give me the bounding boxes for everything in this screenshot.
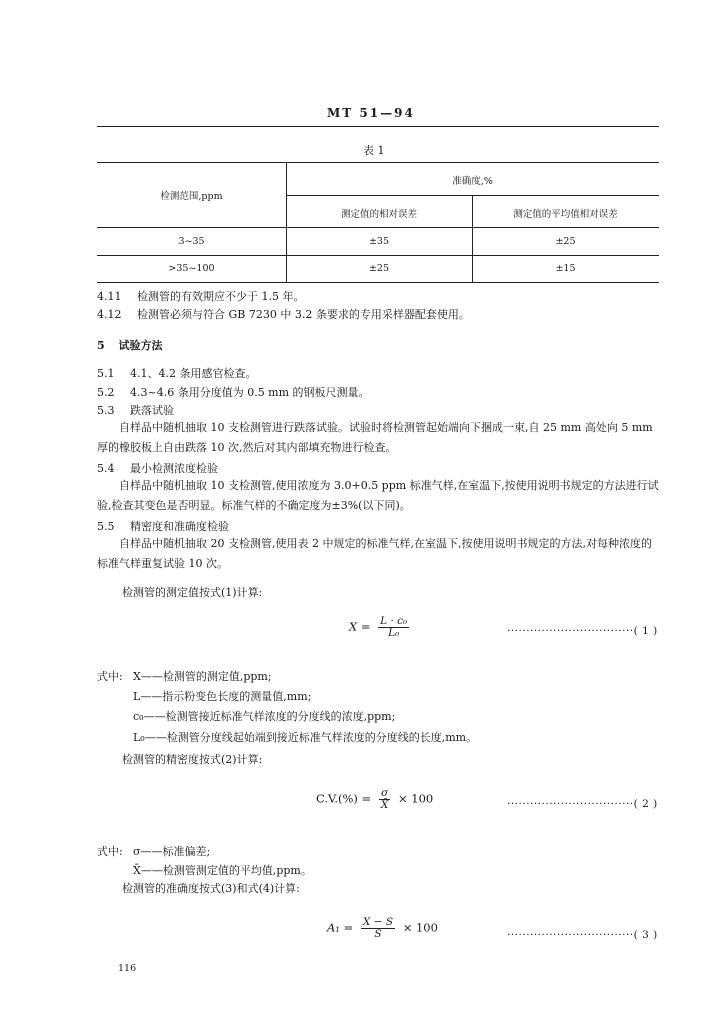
clause-text: 4.1、4.2 条用感官检查。 <box>130 367 257 380</box>
page-number: 116 <box>118 963 137 974</box>
where-c0: c₀——检测管接近标准气样浓度的分度线的浓度,ppm; <box>133 710 396 723</box>
where-intro: 式中: <box>97 845 123 858</box>
equation-number: ( 2 ) <box>633 798 658 810</box>
fraction-denominator: L₀ <box>388 627 400 640</box>
equation-tail: × 100 <box>402 920 438 935</box>
clause-number: 5.1 <box>97 367 115 380</box>
fraction-numerator: X − S <box>362 916 394 928</box>
fraction-numerator: L · c₀ <box>380 615 408 627</box>
equation-3 <box>327 917 438 940</box>
clause-title: 最小检测浓度检验 <box>130 462 218 475</box>
where-l: L——指示粉变色长度的测量值,mm; <box>133 690 312 703</box>
equation-1 <box>349 616 413 639</box>
table-cell-avg: ±25 <box>555 236 576 247</box>
equation-2 <box>316 788 433 811</box>
table-header-accuracy: 准确度,% <box>452 176 493 187</box>
clause-number: 5.2 <box>97 386 115 399</box>
table-cell-rel: ±25 <box>368 263 390 274</box>
table-cell-rel: ±35 <box>368 236 390 247</box>
document-code: MT 51—94 <box>327 106 415 120</box>
section-5-heading <box>97 337 163 353</box>
table-cell-avg: ±15 <box>555 263 576 274</box>
equation-fraction <box>379 788 390 811</box>
equation-lhs: X = <box>349 619 371 634</box>
where-sigma: σ——标准偏差; <box>133 845 211 858</box>
clause-5-3-paragraph: 自样品中随机抽取 10 支检测管进行跌落试验。试验时将检测管起始端向下捆成一束,自 25 mm 高处向 5 mm 厚的橡胶板上自由跌落 10 次,然后对其内部填充物进行检查。 <box>97 421 653 454</box>
section-title: 试验方法 <box>118 339 163 352</box>
clause-5-2 <box>97 384 370 400</box>
clause-5-1 <box>97 365 256 381</box>
table-header-bottom-rule <box>97 227 659 228</box>
table-bottom-rule <box>97 282 659 283</box>
formula-1-intro: 检测管的测定值按式(1)计算: <box>122 586 263 599</box>
clause-text: 检测管必须与符合 GB 7230 中 3.2 条要求的专用采样器配套使用。 <box>137 308 470 321</box>
table-cell-range: 3~35 <box>178 236 205 247</box>
header-rule <box>97 126 659 127</box>
table-caption: 表 1 <box>363 144 385 157</box>
table-header-range: 检测范围,ppm <box>160 191 223 202</box>
equation-lhs: C.V.(%) = <box>316 791 372 806</box>
clause-5-5-heading <box>97 518 229 534</box>
clause-title: 跌落试验 <box>130 404 174 417</box>
where-intro: 式中: <box>97 670 123 683</box>
clause-4-12 <box>97 306 470 322</box>
clause-5-3-heading <box>97 402 174 418</box>
equation-2-leader <box>507 798 658 810</box>
formula-3-intro: 检测管的准确度按式(3)和式(4)计算: <box>122 882 300 895</box>
formula-2-intro: 检测管的精密度按式(2)计算: <box>122 753 263 766</box>
dot-leader: ································· <box>507 929 634 941</box>
where-l0: L₀——检测管分度线起始端到接近标准气样浓度的分度线的长度,mm。 <box>133 731 478 744</box>
clause-5-5-paragraph: 自样品中随机抽取 20 支检测管,使用表 2 中规定的标准气样,在室温下,按使用说明书规定的方法,对每种浓度的标准气样重复试验 10 次。 <box>97 537 652 570</box>
table-cell-range: >35~100 <box>168 263 215 274</box>
clause-title: 精密度和准确度检验 <box>130 520 229 533</box>
section-number: 5 <box>97 339 105 352</box>
clause-5-4-heading <box>97 460 218 476</box>
clause-number: 5.3 <box>97 404 115 417</box>
table-top-rule <box>97 162 659 163</box>
clause-number: 4.11 <box>97 290 122 303</box>
equation-1-leader <box>507 625 658 637</box>
equation-lhs: A₁ = <box>327 920 354 935</box>
clause-number: 4.12 <box>97 308 122 321</box>
equation-number: ( 1 ) <box>633 625 658 637</box>
clause-5-4-paragraph: 自样品中随机抽取 10 支检测管,使用浓度为 3.0+0.5 ppm 标准气样,在室温下,按使用说明书规定的方法进行试验,检查其变色是否明显。标准气样的不确定度为±3%(以下同)。 <box>97 479 659 512</box>
where-x: X——检测管的测定值,ppm; <box>133 670 272 683</box>
where-xbar: X̄——检测管测定值的平均值,ppm。 <box>133 864 312 877</box>
equation-3-leader <box>507 929 658 941</box>
dot-leader: ································· <box>507 625 634 637</box>
fraction-denominator: S <box>374 928 382 941</box>
equation-number: ( 3 ) <box>633 929 658 941</box>
clause-text: 检测管的有效期应不少于 1.5 年。 <box>137 290 305 303</box>
clause-number: 5.5 <box>97 520 115 533</box>
table-subheader-relative-error: 测定值的相对误差 <box>340 209 417 220</box>
fraction-numerator: σ <box>381 787 389 799</box>
clause-number: 5.4 <box>97 462 115 475</box>
equation-tail: × 100 <box>397 791 434 806</box>
equation-fraction <box>378 616 409 639</box>
table-row-rule <box>97 255 659 256</box>
dot-leader: ································· <box>507 798 634 810</box>
equation-fraction <box>361 917 395 940</box>
clause-4-11 <box>97 288 305 304</box>
clause-text: 4.3~4.6 条用分度值为 0.5 mm 的钢板尺测量。 <box>130 386 370 399</box>
fraction-denominator: X̄ <box>380 799 389 812</box>
table-subheader-average-error: 测定值的平均值相对误差 <box>513 209 618 220</box>
